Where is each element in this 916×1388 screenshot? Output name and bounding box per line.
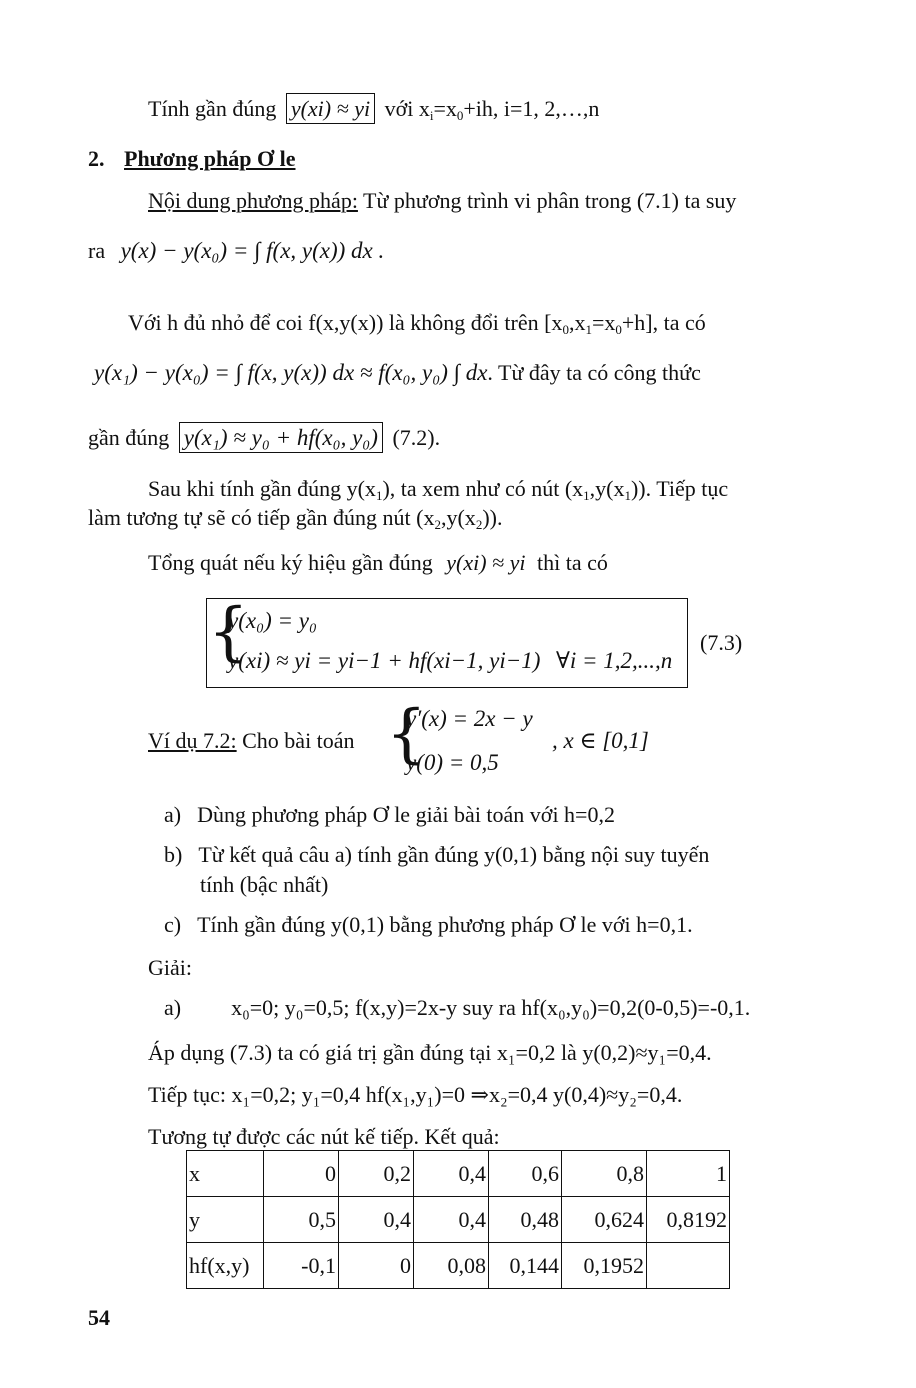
item-c: c) Tính gần đúng y(0,1) bằng phương pháp Ơ le với h=0,1. (164, 912, 693, 937)
content-line (148, 188, 736, 214)
item-b: b) Từ kết quả câu a) tính gần đúng y(0,1) bằng nội suy tuyến (164, 842, 710, 867)
content-label: Nội dung phương pháp: (148, 188, 358, 213)
section-title: Phương pháp Ơ le (124, 146, 296, 171)
system-forall: ∀i = 1,2,...,n (556, 648, 673, 673)
table-row: y 0,5 0,4 0,4 0,48 0,624 0,8192 (187, 1197, 730, 1243)
example-brace: { (386, 697, 427, 771)
equation-2-formula: y(x₁) − y(x₀) = ∫ f(x, y(x)) dx ≈ f(x₀, y₀) ∫ dx (94, 360, 488, 385)
example-line (148, 728, 355, 754)
system-line-1: y(x₀) = y₀ (228, 608, 317, 633)
solution-line-4: Tương tự được các nút kế tiếp. Kết quả: (148, 1124, 500, 1149)
item-b-cont: tính (bậc nhất) (200, 872, 329, 897)
example-domain: , x ∈ [0,1] (552, 728, 649, 753)
equation-2-text: . Từ đây ta có công thức (487, 360, 701, 385)
text-2: Với h đủ nhỏ để coi f(x,y(x)) là không đổi trên $[x_0,x_1=x_0+h]$, ta có (128, 310, 706, 337)
solution-line-3: Tiếp tục: x₁=0,2; y₁=0,4 hf(x₁,y₁)=0 ⇒x₂=0,4 y(0,4)≈y₂=0,4. (148, 1082, 683, 1107)
item-a: a) Dùng phương pháp Ơ le giải bài toán với h=0,2 (164, 802, 615, 827)
table-row: x 0 0,2 0,4 0,6 0,8 1 (187, 1151, 730, 1197)
example-eq-2: y(0) = 0,5 (406, 750, 499, 775)
system-line-2: y(xi) ≈ yi = yi−1 + hf(xi−1, yi−1) (228, 648, 541, 673)
equation-1: ra y(x) − y(x₀) = ∫ f(x, y(x)) dx . (88, 238, 385, 263)
example-text: Cho bài toán (236, 728, 355, 753)
equation-3-box: y(x₁) ≈ y₀ + hf(x₀, y₀) (179, 422, 383, 453)
example-eq-1: y′(x) = 2x − y (406, 706, 533, 731)
system-brace: { (208, 595, 249, 669)
equation-1-formula: y(x) − y(x₀) = ∫ f(x, y(x)) dx . (120, 238, 385, 263)
intro-suffix: với $x_i=x_0+ih$, i=1, 2,…,n (384, 96, 600, 123)
solution-a: a) x₀=0; y₀=0,5; f(x,y)=2x-y suy ra hf(x₀,y₀)=0,2(0-0,5)=-0,1. (164, 995, 751, 1020)
system-label: (7.3) (700, 630, 743, 655)
text-4: Sau khi tính gần đúng $y(x_1)$, ta xem như có nút $(x_1,y(x_1))$. Tiếp tục (148, 476, 729, 503)
intro-prefix: Tính gần đúng (148, 96, 277, 121)
equation-2 (94, 360, 701, 386)
content-text: Từ phương trình vi phân trong (7.1) ta suy (357, 188, 737, 213)
equation-3-line: gần đúng y(x₁) ≈ y₀ + hf(x₀, y₀) (7.2). (88, 425, 440, 451)
text-5: làm tương tự sẽ có tiếp gần đúng nút $(x_2,y(x_2))$. (88, 505, 503, 532)
example-label: Ví dụ 7.2: (148, 728, 237, 753)
section-number: 2. (88, 146, 105, 171)
table-row: hf(x,y) -0,1 0 0,08 0,144 0,1952 (187, 1243, 730, 1289)
section-heading (88, 146, 296, 172)
solution-label: Giải: (148, 955, 192, 980)
text-6: Tổng quát nếu ký hiệu gần đúng y(xi) ≈ yi thì ta có (148, 550, 608, 575)
page-number: 54 (88, 1305, 110, 1330)
boxed-formula: y(xi) ≈ yi (286, 93, 375, 124)
results-table (186, 1150, 730, 1289)
intro-line (148, 96, 599, 122)
equation-3-label: (7.2). (392, 425, 441, 450)
solution-line-2: Áp dụng (7.3) ta có giá trị gần đúng tại x₁=0,2 là y(0,2)≈y₁=0,4. (148, 1040, 712, 1065)
